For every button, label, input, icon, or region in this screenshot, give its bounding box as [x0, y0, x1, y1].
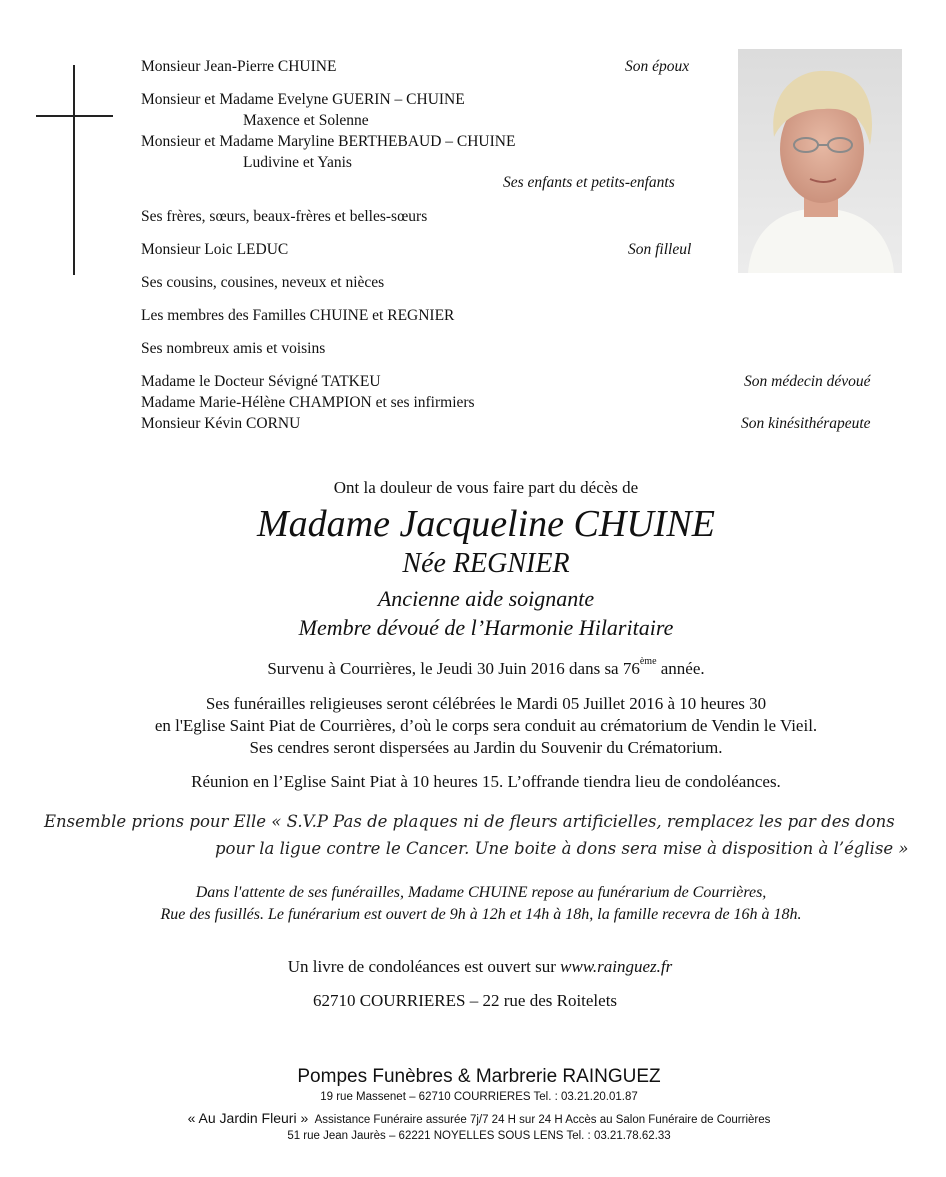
- death-info-text: Survenu à Courrières, le Jeudi 30 Juin 2016 dans sa 76: [267, 659, 640, 678]
- funeral-line-3: Ses cendres seront dispersées au Jardin du Souvenir du Crématorium.: [249, 738, 723, 757]
- family-line-10: Ses nombreux amis et voisins: [141, 340, 326, 357]
- family-line-5: Ludivine et Yanis: [243, 154, 352, 171]
- reunion-text: Réunion en l’Eglise Saint Piat à 10 heures 15. L’offrande tiendra lieu de condoléances.: [191, 772, 781, 791]
- funeral-line-2: en l'Eglise Saint Piat de Courrières, d’où le corps sera conduit au crématorium de Vendin le Vieil.: [154, 716, 818, 735]
- family-address: 62710 COURRIERES – 22 rue des Roitelets: [312, 991, 618, 1010]
- family-line-12: Madame Marie-Hélène CHAMPION et ses infirmiers: [141, 394, 475, 411]
- role-line-2: Membre dévoué de l’Harmonie Hilaritaire: [298, 615, 674, 640]
- prayer-line-2: pour la ligue contre le Cancer. Une boite à dons sera mise à disposition à l’église »: [215, 839, 909, 858]
- relation-godson: Son filleul: [628, 241, 692, 258]
- family-line-9: Les membres des Familles CHUINE et REGNIER: [141, 307, 455, 324]
- condolence-book: [7, 957, 946, 977]
- family-line-13: Monsieur Kévin CORNU: [141, 415, 301, 432]
- funeral-company-name: Pompes Funèbres & Marbrerie RAINGUEZ: [297, 1066, 661, 1087]
- company-address-2: 51 rue Jean Jaurès – 62221 NOYELLES SOUS LENS Tel. : 03.21.78.62.33: [287, 1130, 671, 1142]
- condolence-text: Un livre de condoléances est ouvert sur: [287, 957, 561, 976]
- death-info-end: année.: [656, 659, 705, 678]
- family-line-1: Monsieur Jean-Pierre CHUINE: [141, 58, 337, 75]
- family-line-8: Ses cousins, cousines, neveux et nièces: [141, 274, 385, 291]
- company-services: [6, 1110, 946, 1126]
- intro-text: Ont la douleur de vous faire part du décès de: [333, 478, 639, 497]
- maiden-name: Née REGNIER: [402, 548, 570, 579]
- role-line-1: Ancienne aide soignante: [377, 586, 595, 611]
- relation-doctor: Son médecin dévoué: [744, 373, 871, 390]
- cross-vertical-bar: [73, 65, 75, 275]
- company-address-1: 19 rue Massenet – 62710 COURRIERES Tel. : 03.21.20.01.87: [320, 1091, 638, 1103]
- relation-husband: Son époux: [625, 58, 690, 75]
- prayer-line-1: Ensemble prions pour Elle « S.V.P Pas de plaques ni de fleurs artificielles, remplacez les par des dons: [44, 812, 895, 831]
- relation-children: Ses enfants et petits-enfants: [503, 174, 675, 191]
- jardin-fleuri: « Au Jardin Fleuri »: [187, 1110, 309, 1126]
- death-info-superscript: ème: [639, 656, 657, 667]
- relation-physio: Son kinésithérapeute: [741, 415, 871, 432]
- family-line-7: Monsieur Loic LEDUC: [141, 241, 289, 258]
- funeral-line-1: Ses funérailles religieuses seront célébrées le Mardi 05 Juillet 2016 à 10 heures 30: [205, 694, 767, 713]
- family-line-6: Ses frères, sœurs, beaux-frères et belles-sœurs: [141, 208, 428, 225]
- wake-line-2: Rue des fusillés. Le funérarium est ouvert de 9h à 12h et 14h à 18h, la famille recevra de 16h à 18h.: [160, 906, 802, 923]
- deceased-name: Madame Jacqueline CHUINE: [257, 503, 715, 545]
- family-line-4: Monsieur et Madame Maryline BERTHEBAUD – CHUINE: [141, 133, 516, 150]
- wake-line-1: Dans l'attente de ses funérailles, Madame CHUINE repose au funérarium de Courrières,: [195, 884, 767, 901]
- family-line-3: Maxence et Solenne: [243, 112, 369, 129]
- condolence-link[interactable]: www.rainguez.fr: [560, 957, 673, 976]
- family-line-2: Monsieur et Madame Evelyne GUERIN – CHUINE: [141, 91, 465, 108]
- services-text: Assistance Funéraire assurée 7j/7 24 H sur 24 H Accès au Salon Funéraire de Courrières: [314, 1114, 771, 1126]
- death-info: [13, 656, 946, 679]
- portrait-photo: [738, 49, 902, 273]
- cross-horizontal-bar: [36, 115, 113, 117]
- family-line-11: Madame le Docteur Sévigné TATKEU: [141, 373, 381, 390]
